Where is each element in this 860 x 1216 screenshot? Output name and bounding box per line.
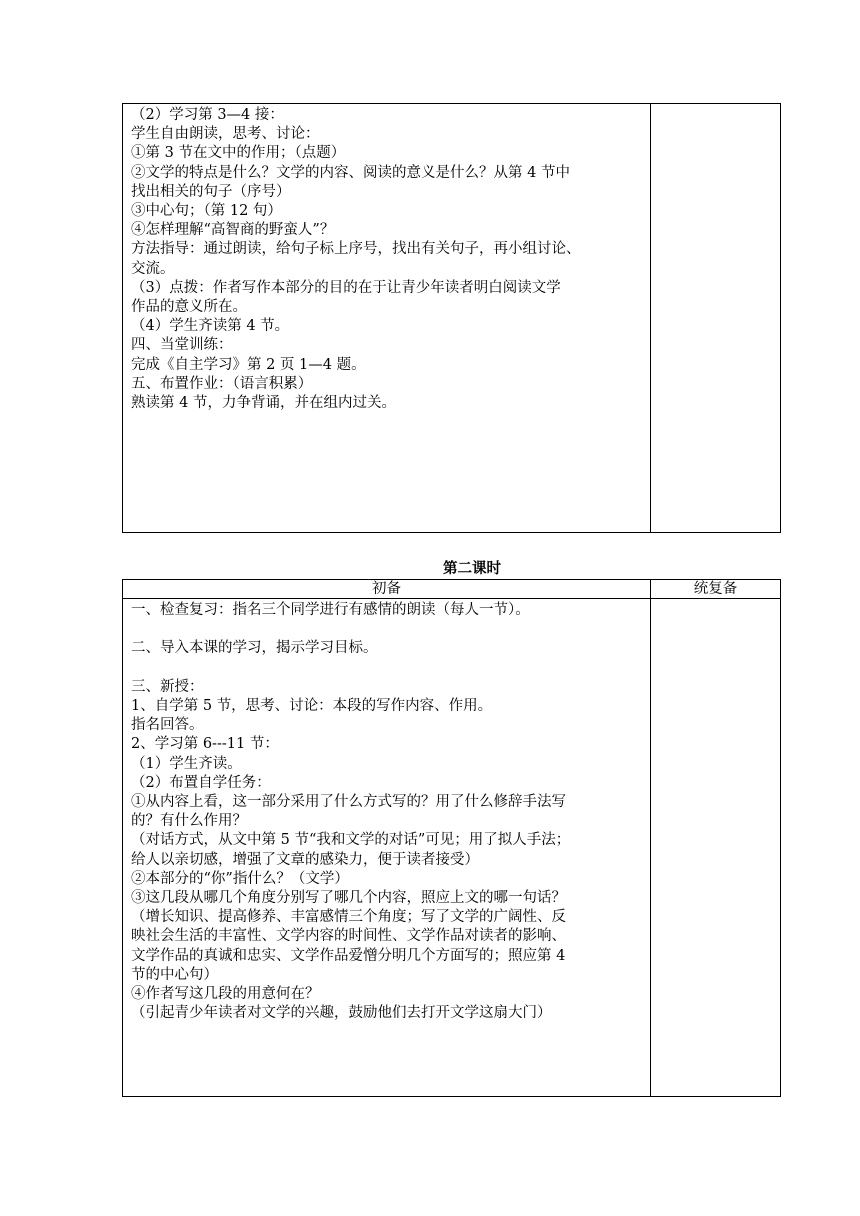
content-line: （4）学生齐读第 4 节。: [131, 318, 290, 335]
content-line: 文学作品的真诚和忠实、文学作品爱憎分明几个方面写的；照应第 4: [131, 947, 566, 964]
content-line: 三、新授：: [131, 678, 204, 695]
lesson-table-2: [122, 579, 781, 1097]
content-line: ④怎样理解“高智商的野蛮人”？: [131, 222, 335, 239]
content-line: 四、当堂训练：: [131, 337, 233, 354]
content-line: [131, 620, 644, 639]
content-line: 节的中心句）: [131, 966, 218, 983]
content-line: 交流。: [131, 260, 175, 277]
content-line: ②文学的特点是什么？文学的内容、阅读的意义是什么？从第 4 节中: [131, 164, 570, 181]
content-line: （增长知识、提高修养、丰富感情三个角度；写了文学的广阔性、反: [131, 909, 566, 926]
content-line: ①从内容上看，这一部分采用了什么方式写的？用了什么修辞手法写: [131, 794, 566, 810]
review-notes-cell: [651, 599, 781, 1097]
content-line: （3）点拨：作者写作本部分的目的在于让青少年读者明白阅读文学: [131, 279, 561, 296]
header-initial-prep: 初备: [123, 580, 651, 599]
content-line: 一、检查复习：指名三个同学进行有感情的朗读（每人一节）。: [131, 602, 530, 618]
content-line: （2）学习第 3—4 接：: [131, 107, 284, 123]
content-line: 指名回答。: [131, 717, 204, 734]
content-line: 映社会生活的丰富性、文学内容的时间性、文学作品对读者的影响、: [131, 928, 566, 945]
content-line: [131, 659, 644, 678]
review-notes-cell: [651, 104, 781, 533]
content-line: 熟读第 4 节，力争背诵，并在组内过关。: [131, 395, 396, 412]
content-line: 二、导入本课的学习，揭示学习目标。: [131, 640, 378, 657]
content-line: （引起青少年读者对文学的兴趣，鼓励他们去打开文学这扇大门）: [131, 1005, 552, 1022]
content-line: ②本部分的“你”指什么？（文学）: [131, 870, 349, 887]
lesson-content-cell: [123, 104, 651, 533]
content-line: 的？有什么作用？: [131, 813, 247, 830]
content-line: （对话方式，从文中第 5 节“我和文学的对话”可见；用了拟人手法；: [131, 832, 571, 849]
content-line: 五、布置作业：（语言积累）: [131, 375, 313, 392]
lesson-content: [123, 599, 650, 1023]
lesson-content-cell: [123, 599, 651, 1097]
content-line: 学生自由朗读，思考、讨论：: [131, 126, 320, 143]
header-review-prep: 统复备: [651, 580, 781, 599]
section-title: 第二课时: [443, 561, 501, 577]
content-line: 1、自学第 5 节，思考、讨论：本段的写作内容、作用。: [131, 697, 493, 714]
content-line: 方法指导：通过朗读，给句子标上序号，找出有关句子，再小组讨论、: [131, 241, 581, 258]
content-line: 作品的意义所在。: [131, 299, 247, 316]
content-line: （1）学生齐读。: [131, 755, 242, 772]
content-line: ③中心句；（第 12 句）: [131, 203, 282, 220]
content-line: 2、学习第 6---11 节：: [131, 736, 279, 753]
content-line: 找出相关的句子（序号）: [131, 183, 291, 200]
content-line: ④作者写这几段的用意何在？: [131, 986, 320, 1003]
lesson-content: [123, 104, 650, 413]
lesson-table-1: [122, 103, 781, 533]
content-line: （2）布置自学任务：: [131, 774, 271, 791]
content-line: 完成《自主学习》第 2 页 1—4 题。: [131, 356, 366, 373]
content-line: ①第 3 节在文中的作用；（点题）: [131, 145, 346, 162]
content-line: ③这几段从哪几个角度分别写了哪几个内容，照应上文的哪一句话？: [131, 890, 566, 907]
content-line: 给人以亲切感，增强了文章的感染力，便于读者接受）: [131, 851, 479, 868]
